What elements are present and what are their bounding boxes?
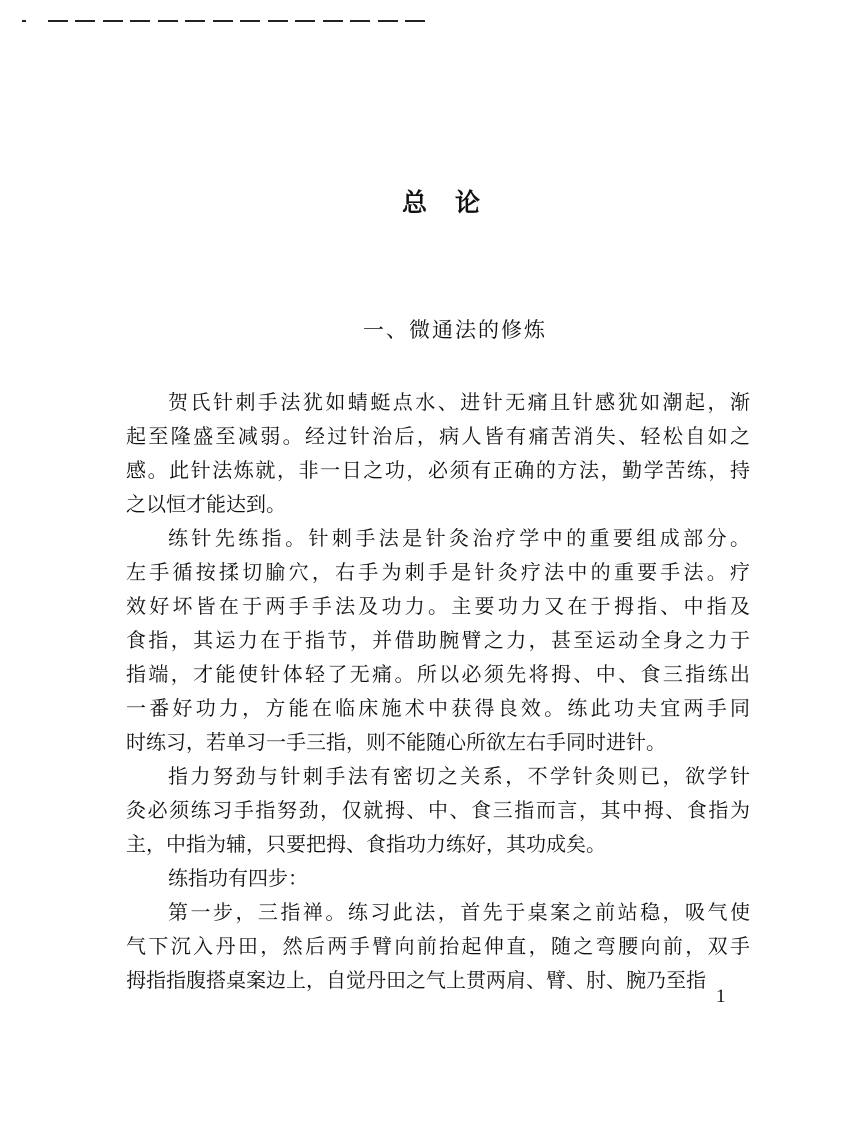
text-line: 一番好功力，方能在临床施术中获得良效。练此功夫宜两手同: [126, 696, 750, 720]
text-line: 拇指指腹搭桌案边上，自觉丹田之气上贯两肩、臂、肘、腕乃至指: [126, 968, 706, 992]
paragraph: [126, 521, 750, 759]
dash-segment: [130, 20, 150, 22]
dash-segment: [240, 20, 260, 22]
dash-segment: [158, 20, 178, 22]
section-title: 一、微通法的修炼: [363, 318, 547, 342]
text-line: 之以恒才能达到。: [126, 492, 286, 516]
text-line: 练针先练指。针刺手法是针灸治疗学中的重要组成部分。: [168, 526, 750, 550]
paragraph: [126, 759, 750, 861]
dash-segment: [103, 20, 123, 22]
text-line: 指力努劲与针刺手法有密切之关系，不学针灸则已，欲学针: [168, 764, 750, 788]
paragraph: [126, 861, 750, 895]
paragraph: [126, 385, 750, 521]
dash-segment: [268, 20, 288, 22]
text-line: 指端，才能使针体轻了无痛。所以必须先将拇、中、食三指练出: [126, 662, 750, 686]
dash-segment: [213, 20, 233, 22]
text-line: 练指功有四步：: [168, 866, 308, 890]
text-line: 感。此针法炼就，非一日之功，必须有正确的方法，勤学苦练，持: [126, 458, 750, 482]
dash-segment: [350, 20, 370, 22]
text-line: 贺氏针刺手法犹如蜻蜓点水、进针无痛且针感犹如潮起，渐: [168, 390, 750, 414]
text-line: 时练习，若单习一手三指，则不能随心所欲左右手同时进针。: [126, 730, 666, 754]
dash-segment: [295, 20, 315, 22]
text-line: 主，中指为辅，只要把拇、食指功力练好，其功成矣。: [126, 832, 606, 856]
page-number: 1: [716, 986, 726, 1007]
dash-segment: [22, 20, 26, 22]
text-line: 左手循按揉切腧穴，右手为刺手是针灸疗法中的重要手法。疗: [126, 560, 750, 584]
dash-segment: [405, 20, 425, 22]
text-line: 食指，其运力在于指节，并借助腕臂之力，甚至运动全身之力于: [126, 628, 750, 652]
body-text: [126, 385, 750, 997]
dash-segment: [185, 20, 205, 22]
dash-segment: [323, 20, 343, 22]
text-line: 起至隆盛至减弱。经过针治后，病人皆有痛苦消失、轻松自如之: [126, 424, 750, 448]
paragraph: [126, 895, 750, 997]
text-line: 第一步，三指禅。练习此法，首先于桌案之前站稳，吸气使: [168, 900, 750, 924]
dash-segment: [75, 20, 95, 22]
dash-segment: [48, 20, 68, 22]
text-line: 气下沉入丹田，然后两手臂向前抬起伸直，随之弯腰向前，双手: [126, 934, 750, 958]
text-line: 灸必须练习手指努劲，仅就拇、中、食三指而言，其中拇、食指为: [126, 798, 750, 822]
dash-segment: [378, 20, 398, 22]
text-line: 效好坏皆在于两手手法及功力。主要功力又在于拇指、中指及: [126, 594, 750, 618]
chapter-title: 总论: [401, 188, 508, 217]
